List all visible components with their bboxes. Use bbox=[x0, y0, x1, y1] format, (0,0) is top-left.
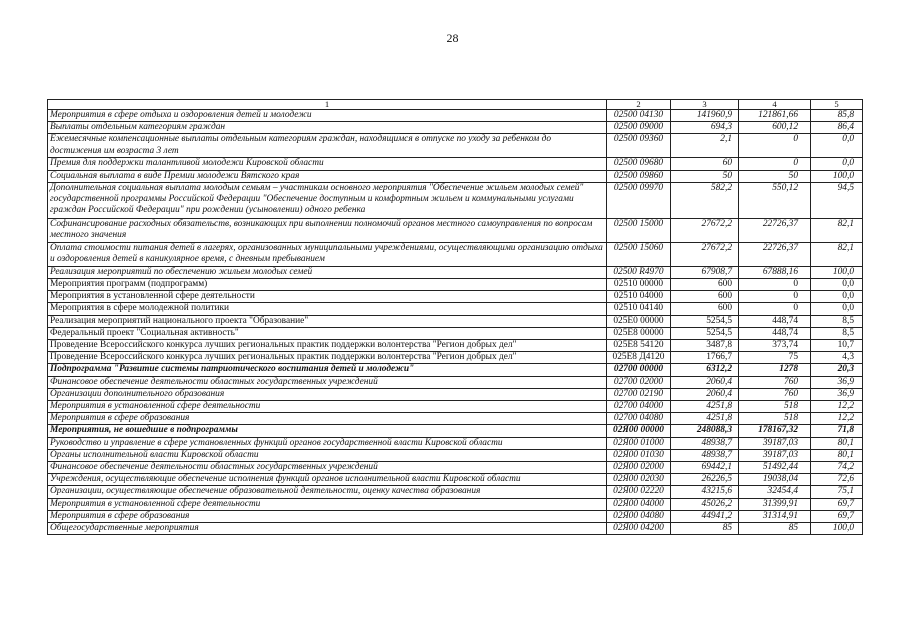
row-fact: 550,12 bbox=[739, 182, 811, 218]
row-fact: 67888,16 bbox=[739, 266, 811, 278]
row-code: 02510 04140 bbox=[607, 303, 671, 315]
row-fact: 0 bbox=[739, 279, 811, 291]
row-name: Органы исполнительной власти Кировской области bbox=[48, 449, 607, 461]
row-code: 02Я00 00000 bbox=[607, 425, 671, 437]
row-name: Мероприятия, не вошедшие в подпрограммы bbox=[48, 425, 607, 437]
table-row bbox=[48, 474, 863, 486]
row-percent: 12,2 bbox=[811, 401, 863, 413]
row-name: Учреждения, осуществляющие обеспечение исполнения функций органов исполнительной власти Кировской области bbox=[48, 474, 607, 486]
row-code: 02Я00 01030 bbox=[607, 449, 671, 461]
row-name: Финансовое обеспечение деятельности областных государственных учреждений bbox=[48, 462, 607, 474]
table-row bbox=[48, 279, 863, 291]
row-code: 02Я00 01000 bbox=[607, 437, 671, 449]
row-plan: 5254,5 bbox=[671, 327, 739, 339]
row-plan: 6312,2 bbox=[671, 364, 739, 376]
row-code: 02700 04000 bbox=[607, 401, 671, 413]
table-row bbox=[48, 110, 863, 122]
row-fact: 600,12 bbox=[739, 122, 811, 134]
row-fact: 178167,32 bbox=[739, 425, 811, 437]
table-row bbox=[48, 510, 863, 522]
row-code: 025Е0 00000 bbox=[607, 315, 671, 327]
row-percent: 72,6 bbox=[811, 474, 863, 486]
row-percent: 0,0 bbox=[811, 134, 863, 158]
row-plan: 3487,8 bbox=[671, 340, 739, 352]
row-code: 02700 04080 bbox=[607, 413, 671, 425]
row-percent: 4,3 bbox=[811, 352, 863, 364]
row-name: Социальная выплата в виде Премии молодежи Вятского края bbox=[48, 170, 607, 182]
table-row bbox=[48, 170, 863, 182]
row-name: Выплаты отдельным категориям граждан bbox=[48, 122, 607, 134]
row-name: Мероприятия в сфере отдыха и оздоровления детей и молодежи bbox=[48, 110, 607, 122]
table-row bbox=[48, 364, 863, 376]
row-code: 02500 R4970 bbox=[607, 266, 671, 278]
table-row bbox=[48, 303, 863, 315]
row-code: 02Я00 04200 bbox=[607, 523, 671, 535]
row-plan: 582,2 bbox=[671, 182, 739, 218]
row-name: Мероприятия в установленной сфере деятельности bbox=[48, 291, 607, 303]
table-header-row bbox=[48, 100, 863, 110]
row-name: Мероприятия в установленной сфере деятельности bbox=[48, 401, 607, 413]
row-plan: 27672,2 bbox=[671, 242, 739, 266]
row-code: 02500 09680 bbox=[607, 158, 671, 170]
row-name: Мероприятия в установленной сфере деятельности bbox=[48, 498, 607, 510]
row-fact: 518 bbox=[739, 401, 811, 413]
row-fact: 0 bbox=[739, 303, 811, 315]
row-name: Мероприятия программ (подпрограмм) bbox=[48, 279, 607, 291]
row-percent: 36,9 bbox=[811, 388, 863, 400]
row-code: 025Е8 00000 bbox=[607, 327, 671, 339]
table-row bbox=[48, 122, 863, 134]
row-name: Оплата стоимости питания детей в лагерях, организованных муниципальными учреждениями, осуществляющими организацию отдыха и оздоровления детей в каникулярное время, с дневным пребыванием bbox=[48, 242, 607, 266]
row-fact: 518 bbox=[739, 413, 811, 425]
row-percent: 85,8 bbox=[811, 110, 863, 122]
row-code: 02Я00 02000 bbox=[607, 462, 671, 474]
row-plan: 48938,7 bbox=[671, 449, 739, 461]
row-fact: 448,74 bbox=[739, 327, 811, 339]
row-percent: 10,7 bbox=[811, 340, 863, 352]
table-row bbox=[48, 291, 863, 303]
table-row bbox=[48, 242, 863, 266]
row-code: 02500 15000 bbox=[607, 218, 671, 242]
row-percent: 0,0 bbox=[811, 158, 863, 170]
row-plan: 27672,2 bbox=[671, 218, 739, 242]
row-name: Мероприятия в сфере молодежной политики bbox=[48, 303, 607, 315]
table-row bbox=[48, 134, 863, 158]
row-fact: 32454,4 bbox=[739, 486, 811, 498]
row-plan: 69442,1 bbox=[671, 462, 739, 474]
row-fact: 760 bbox=[739, 388, 811, 400]
table-row bbox=[48, 486, 863, 498]
row-plan: 2,1 bbox=[671, 134, 739, 158]
table-row bbox=[48, 449, 863, 461]
row-plan: 43215,6 bbox=[671, 486, 739, 498]
row-name: Организации, осуществляющие обеспечение образовательной деятельности, оценку качества образования bbox=[48, 486, 607, 498]
row-percent: 69,7 bbox=[811, 510, 863, 522]
header-col-3: 3 bbox=[671, 100, 739, 110]
row-percent: 80,1 bbox=[811, 449, 863, 461]
row-fact: 0 bbox=[739, 134, 811, 158]
table-row bbox=[48, 388, 863, 400]
header-col-2: 2 bbox=[607, 100, 671, 110]
row-plan: 4251,8 bbox=[671, 401, 739, 413]
row-plan: 600 bbox=[671, 291, 739, 303]
table-row bbox=[48, 425, 863, 437]
row-percent: 0,0 bbox=[811, 279, 863, 291]
table-row bbox=[48, 315, 863, 327]
row-percent: 82,1 bbox=[811, 242, 863, 266]
row-percent: 100,0 bbox=[811, 523, 863, 535]
row-name: Руководство и управление в сфере установленных функций органов государственной власти Кировской области bbox=[48, 437, 607, 449]
row-percent: 100,0 bbox=[811, 170, 863, 182]
row-percent: 0,0 bbox=[811, 291, 863, 303]
row-fact: 31399,91 bbox=[739, 498, 811, 510]
row-name: Общегосударственные мероприятия bbox=[48, 523, 607, 535]
row-percent: 12,2 bbox=[811, 413, 863, 425]
row-fact: 760 bbox=[739, 376, 811, 388]
row-plan: 141960,9 bbox=[671, 110, 739, 122]
table-row bbox=[48, 218, 863, 242]
row-name: Проведение Всероссийского конкурса лучших региональных практик поддержки волонтерства "Регион добрых дел" bbox=[48, 340, 607, 352]
row-plan: 45026,2 bbox=[671, 498, 739, 510]
row-name: Подпрограмма "Развитие системы патриотического воспитания детей и молодежи" bbox=[48, 364, 607, 376]
row-fact: 1278 bbox=[739, 364, 811, 376]
row-fact: 22726,37 bbox=[739, 242, 811, 266]
row-plan: 85 bbox=[671, 523, 739, 535]
table-row bbox=[48, 352, 863, 364]
header-col-4: 4 bbox=[739, 100, 811, 110]
row-percent: 75,1 bbox=[811, 486, 863, 498]
row-fact: 0 bbox=[739, 158, 811, 170]
row-name: Федеральный проект "Социальная активность" bbox=[48, 327, 607, 339]
row-plan: 5254,5 bbox=[671, 315, 739, 327]
table-row bbox=[48, 327, 863, 339]
table-row bbox=[48, 401, 863, 413]
row-plan: 48938,7 bbox=[671, 437, 739, 449]
row-percent: 100,0 bbox=[811, 266, 863, 278]
row-name: Реализация мероприятий национального проекта "Образование" bbox=[48, 315, 607, 327]
row-percent: 69,7 bbox=[811, 498, 863, 510]
row-fact: 85 bbox=[739, 523, 811, 535]
row-fact: 39187,03 bbox=[739, 437, 811, 449]
row-fact: 75 bbox=[739, 352, 811, 364]
header-col-5: 5 bbox=[811, 100, 863, 110]
row-plan: 1766,7 bbox=[671, 352, 739, 364]
row-fact: 373,74 bbox=[739, 340, 811, 352]
table-row bbox=[48, 462, 863, 474]
row-fact: 31314,91 bbox=[739, 510, 811, 522]
row-code: 02500 04130 bbox=[607, 110, 671, 122]
row-fact: 50 bbox=[739, 170, 811, 182]
row-code: 02500 09000 bbox=[607, 122, 671, 134]
row-plan: 44941,2 bbox=[671, 510, 739, 522]
row-name: Дополнительная социальная выплата молодым семьям – участникам основного мероприятия "Обеспечение жильем молодых семей" государственной программы Российской Федерации "Обеспечение доступным и комфортным жильем и коммунальными услугами граждан Российской Федерации" при рождении (усыновлении) одного ребенка bbox=[48, 182, 607, 218]
budget-table bbox=[47, 99, 863, 535]
page-number: 28 bbox=[446, 31, 459, 45]
row-name: Мероприятия в сфере образования bbox=[48, 510, 607, 522]
row-code: 02510 04000 bbox=[607, 291, 671, 303]
row-plan: 600 bbox=[671, 279, 739, 291]
row-percent: 8,5 bbox=[811, 315, 863, 327]
row-name: Организации дополнительного образования bbox=[48, 388, 607, 400]
row-fact: 51492,44 bbox=[739, 462, 811, 474]
row-fact: 19038,04 bbox=[739, 474, 811, 486]
row-plan: 60 bbox=[671, 158, 739, 170]
table-row bbox=[48, 523, 863, 535]
row-plan: 2060,4 bbox=[671, 376, 739, 388]
row-plan: 26226,5 bbox=[671, 474, 739, 486]
row-code: 02700 02190 bbox=[607, 388, 671, 400]
row-code: 02700 00000 bbox=[607, 364, 671, 376]
row-percent: 20,3 bbox=[811, 364, 863, 376]
row-code: 02Я00 02220 bbox=[607, 486, 671, 498]
row-code: 02Я00 02030 bbox=[607, 474, 671, 486]
row-name: Проведение Всероссийского конкурса лучших региональных практик поддержки волонтерства "Регион добрых дел" bbox=[48, 352, 607, 364]
row-fact: 121861,66 bbox=[739, 110, 811, 122]
table-row bbox=[48, 340, 863, 352]
row-name: Премия для поддержки талантливой молодежи Кировской области bbox=[48, 158, 607, 170]
table-row bbox=[48, 413, 863, 425]
row-code: 02500 09970 bbox=[607, 182, 671, 218]
row-plan: 2060,4 bbox=[671, 388, 739, 400]
row-name: Софинансирование расходных обязательств, возникающих при выполнении полномочий органов местного самоуправления по вопросам местного значения bbox=[48, 218, 607, 242]
row-percent: 80,1 bbox=[811, 437, 863, 449]
row-code: 02500 09360 bbox=[607, 134, 671, 158]
row-fact: 448,74 bbox=[739, 315, 811, 327]
row-plan: 4251,8 bbox=[671, 413, 739, 425]
row-name: Мероприятия в сфере образования bbox=[48, 413, 607, 425]
table-row bbox=[48, 182, 863, 218]
header-col-1: 1 bbox=[48, 100, 607, 110]
row-name: Ежемесячные компенсационные выплаты отдельным категориям граждан, находящимся в отпуске по уходу за ребенком до достижения им возраста 3 лет bbox=[48, 134, 607, 158]
row-code: 025Е8 Д4120 bbox=[607, 352, 671, 364]
row-plan: 67908,7 bbox=[671, 266, 739, 278]
row-fact: 0 bbox=[739, 291, 811, 303]
row-percent: 86,4 bbox=[811, 122, 863, 134]
row-code: 025Е8 54120 bbox=[607, 340, 671, 352]
row-percent: 94,5 bbox=[811, 182, 863, 218]
row-percent: 8,5 bbox=[811, 327, 863, 339]
row-percent: 74,2 bbox=[811, 462, 863, 474]
row-code: 02510 00000 bbox=[607, 279, 671, 291]
row-code: 02500 09860 bbox=[607, 170, 671, 182]
row-fact: 39187,03 bbox=[739, 449, 811, 461]
row-percent: 82,1 bbox=[811, 218, 863, 242]
row-plan: 50 bbox=[671, 170, 739, 182]
row-plan: 248088,3 bbox=[671, 425, 739, 437]
table-row bbox=[48, 437, 863, 449]
row-percent: 71,8 bbox=[811, 425, 863, 437]
row-code: 02500 15060 bbox=[607, 242, 671, 266]
row-percent: 36,9 bbox=[811, 376, 863, 388]
table-row bbox=[48, 266, 863, 278]
row-name: Финансовое обеспечение деятельности областных государственных учреждений bbox=[48, 376, 607, 388]
table-row bbox=[48, 498, 863, 510]
table-row bbox=[48, 158, 863, 170]
table-row bbox=[48, 376, 863, 388]
row-plan: 600 bbox=[671, 303, 739, 315]
row-code: 02Я00 04000 bbox=[607, 498, 671, 510]
row-code: 02700 02000 bbox=[607, 376, 671, 388]
row-code: 02Я00 04080 bbox=[607, 510, 671, 522]
row-plan: 694,3 bbox=[671, 122, 739, 134]
row-fact: 22726,37 bbox=[739, 218, 811, 242]
row-name: Реализация мероприятий по обеспечению жильем молодых семей bbox=[48, 266, 607, 278]
row-percent: 0,0 bbox=[811, 303, 863, 315]
